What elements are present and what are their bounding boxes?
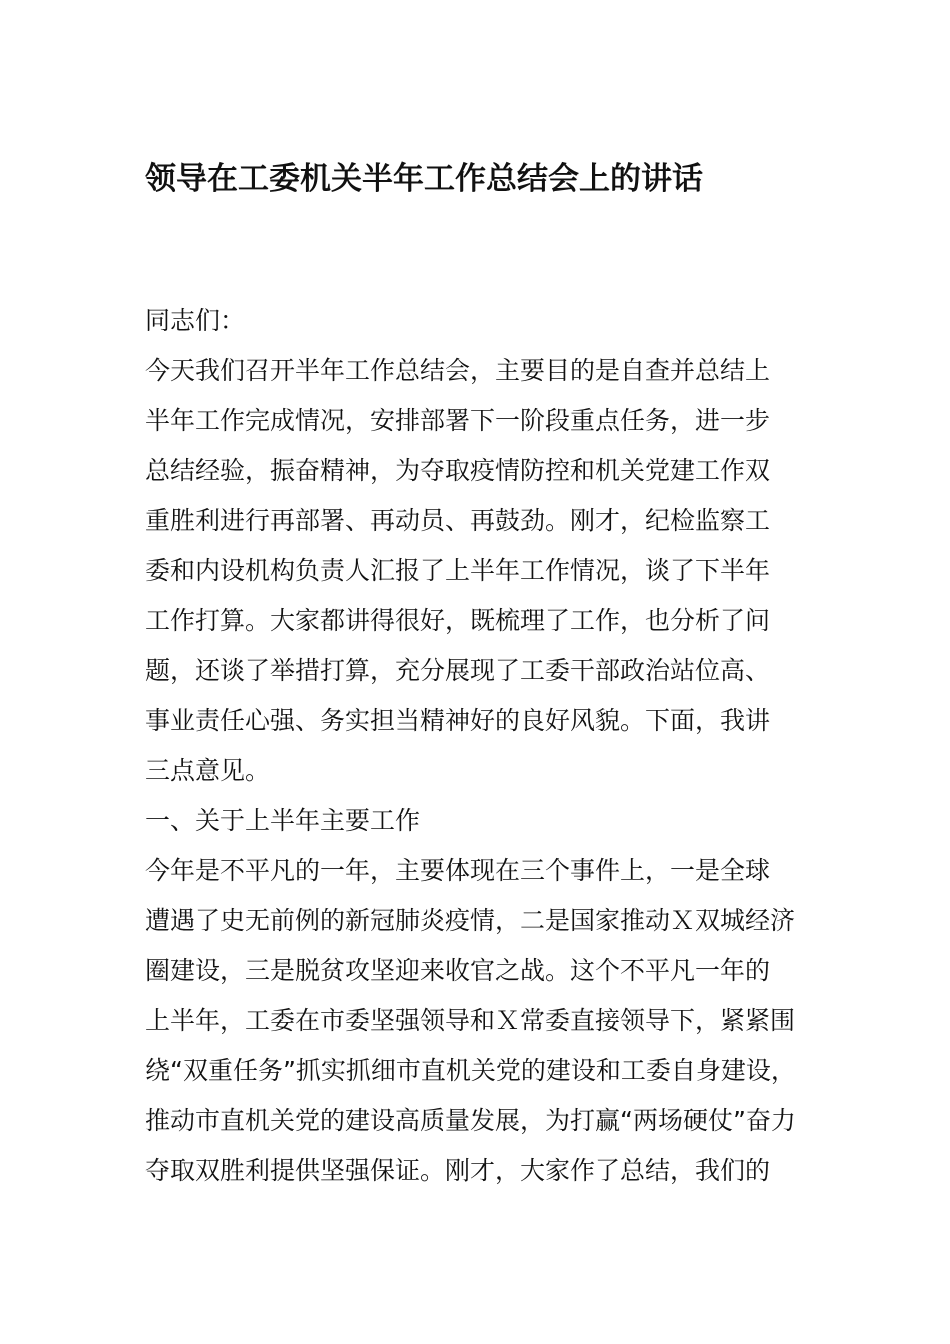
body-line: 绕“双重任务”抓实抓细市直机关党的建设和工委自身建设，: [145, 1056, 796, 1085]
body-line: 圈建设，三是脱贫攻坚迎来收官之战。这个不平凡一年的: [145, 956, 771, 985]
section-heading: 一、关于上半年主要工作: [145, 806, 421, 835]
body-line: 推动市直机关党的建设高质量发展，为打赢“两场硬仗”奋力: [145, 1106, 796, 1135]
body-line: 工作打算。大家都讲得很好，既梳理了工作，也分析了问: [145, 606, 771, 635]
body-line: 三点意见。: [145, 756, 271, 785]
document-body: [145, 296, 825, 1196]
body-line: 半年工作完成情况，安排部署下一阶段重点任务，进一步: [145, 406, 771, 435]
body-line: 夺取双胜利提供坚强保证。刚才，大家作了总结，我们的: [145, 1156, 771, 1185]
body-line: 总结经验，振奋精神，为夺取疫情防控和机关党建工作双: [145, 456, 771, 485]
body-line: 上半年，工委在市委坚强领导和Ｘ常委直接领导下，紧紧围: [145, 1006, 796, 1035]
body-line: 事业责任心强、务实担当精神好的良好风貌。下面，我讲: [145, 706, 771, 735]
body-line: 今天我们召开半年工作总结会，主要目的是自查并总结上: [145, 356, 771, 385]
body-line: 遭遇了史无前例的新冠肺炎疫情，二是国家推动Ｘ双城经济: [145, 906, 796, 935]
document-title: 领导在工委机关半年工作总结会上的讲话: [145, 161, 703, 197]
body-line-salutation: 同志们：: [145, 306, 246, 335]
body-line: 委和内设机构负责人汇报了上半年工作情况，谈了下半年: [145, 556, 771, 585]
body-line: 今年是不平凡的一年，主要体现在三个事件上，一是全球: [145, 856, 771, 885]
body-line: 题，还谈了举措打算，充分展现了工委干部政治站位高、: [145, 656, 771, 685]
body-line: 重胜利进行再部署、再动员、再鼓劲。刚才，纪检监察工: [145, 506, 771, 535]
